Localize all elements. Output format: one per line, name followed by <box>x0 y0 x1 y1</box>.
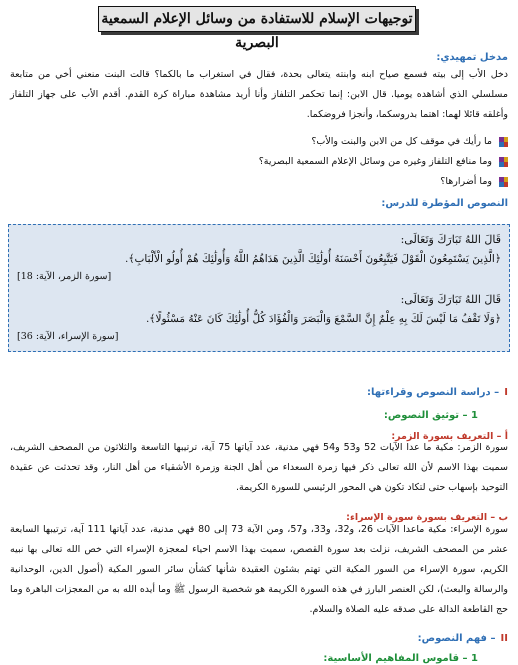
colored-square-bullet-icon <box>499 137 508 147</box>
quote-intro: قَالَ اللهُ تَبَارَكَ وَتَعَالَى: <box>400 233 501 246</box>
texts-label-row <box>10 198 508 209</box>
question-text: ما رأيك في موقف كل من الابن والبنت والأب؟ <box>311 136 492 147</box>
question-item <box>10 132 508 152</box>
surah-zumar-text: سورة الزمر: مكية ما عدا الآيات 52 و53 و54 فهي مدنية، عدد آياتها 75 آية، ترتيبها التاسعة والثلاثون من المصحف الشريف، سميت بهذا الاسم لأن الله تعالى ذكر فيها زمرة السعداء من أهل الجنة وزمرة الأشقياء من أهل النار، وقد تحدثت عن عقيدة التوحيد بإسهاب حتى لتكاد تكون هي المحور الرئيسي للسورة الكريمة. <box>10 442 508 493</box>
section-title: – دراسة النصوص وقراءتها: <box>367 387 500 398</box>
section-number: II <box>500 633 508 644</box>
colored-square-bullet-icon <box>499 177 508 187</box>
intro-label: مدخل تمهيدي: <box>436 52 508 63</box>
question-text: وما منافع التلفاز وغيره من وسائل الإعلام السمعية البصرية؟ <box>258 156 492 167</box>
subsection-heading <box>10 403 508 422</box>
section-number: I <box>504 387 508 398</box>
surah-zumar-label: أ – التعريف بسورة الزمر: <box>391 431 508 442</box>
subsection-heading <box>10 646 508 665</box>
title-frame <box>98 6 418 51</box>
quote-reference: [سورة الزمر، الآية: 18] <box>17 271 112 282</box>
question-text: وما أضرارها؟ <box>440 176 492 187</box>
section-2-heading <box>10 626 508 645</box>
intro-paragraph: دخل الأب إلى بيته فسمع صياح ابنه وابنته يتعالى بحدة، فقال في استغراب ما بالكما؟ قالت البنت منعني أخي من متابعة مسلسلي الذي أشاهده يوميا. قال الابن: إنما تحكمر التلفاز وأنا أريد مشاهدة مباراة كرة القدم. أقدم الأب على جهاز التلفاز وأغلقه قائلا لهما: اهتما بدروسكما، وأنجزا فروضكما. <box>10 69 508 120</box>
quote-verse: ﴿الَّذِينَ يَسْتَمِعُونَ الْقَوْلَ فَيَتَّبِعُونَ أَحْسَنَهُ أُولَٰئِكَ الَّذِينَ هَدَاهُمُ اللَّهُ وَأُولَٰئِكَ هُمْ أُولُو الْأَلْبَابِ﴾. <box>125 253 501 265</box>
colored-square-bullet-icon <box>499 157 508 167</box>
intro-questions <box>10 132 508 192</box>
question-item <box>10 172 508 192</box>
quranic-texts-box <box>8 224 510 352</box>
section-title: – فهم النصوص: <box>417 633 496 644</box>
page-title: توجيهات الإسلام للاستفادة من وسائل الإعلام السمعية البصرية <box>98 6 416 32</box>
quote-reference: [سورة الإسراء، الآية: 36] <box>17 331 119 342</box>
subsection-title: 1 – توثيق النصوص: <box>383 410 478 421</box>
quote-intro: قَالَ اللهُ تَبَارَكَ وَتَعَالَى: <box>400 293 501 306</box>
surah-isra-label: ب – التعريف بسورة سورة الإسراء: <box>346 512 508 523</box>
intro-section <box>10 52 508 125</box>
surah-isra-text: سورة الإسراء: مكية ماعدا الآيات 26، و32، و33، و57، ومن الآية 73 إلى 80 فهي مدنية، عدد آياتها 111 آية، ترتيبها السابعة عشر من المصحف الشريف، نزلت بعد سورة القصص، سميت بهذا الاسم احياء لمعجزة الإسراء التي خص الله تعالى بها نبيه الكريم، سورة الإسراء من السور المكية التي تهتم بشئون العقيدة شأنها كشأن سائر السور المكية (أصول الدين، الوحدانية والرسالة والبعث)، لكن العنصر البارز في هذه السورة الكريمة هو شخصية الرسول ﷺ وما أيده الله به من المعجزات الباهرة وما حج القاطعة الدالة على صدقه عليه الصلاة والسلام. <box>10 524 508 615</box>
question-item <box>10 152 508 172</box>
quote-verse: ﴿وَلَا تَقْفُ مَا لَيْسَ لَكَ بِهِ عِلْمٌ إِنَّ السَّمْعَ وَالْبَصَرَ وَالْفُؤَادَ كُلُّ أُولَٰئِكَ كَانَ عَنْهُ مَسْئُولًا﴾. <box>145 313 501 325</box>
section-1-heading <box>10 380 508 399</box>
subsection-title: 1 – قاموس المفاهيم الأساسية: <box>323 653 478 664</box>
texts-label: النصوص المؤطرة للدرس: <box>381 198 508 209</box>
